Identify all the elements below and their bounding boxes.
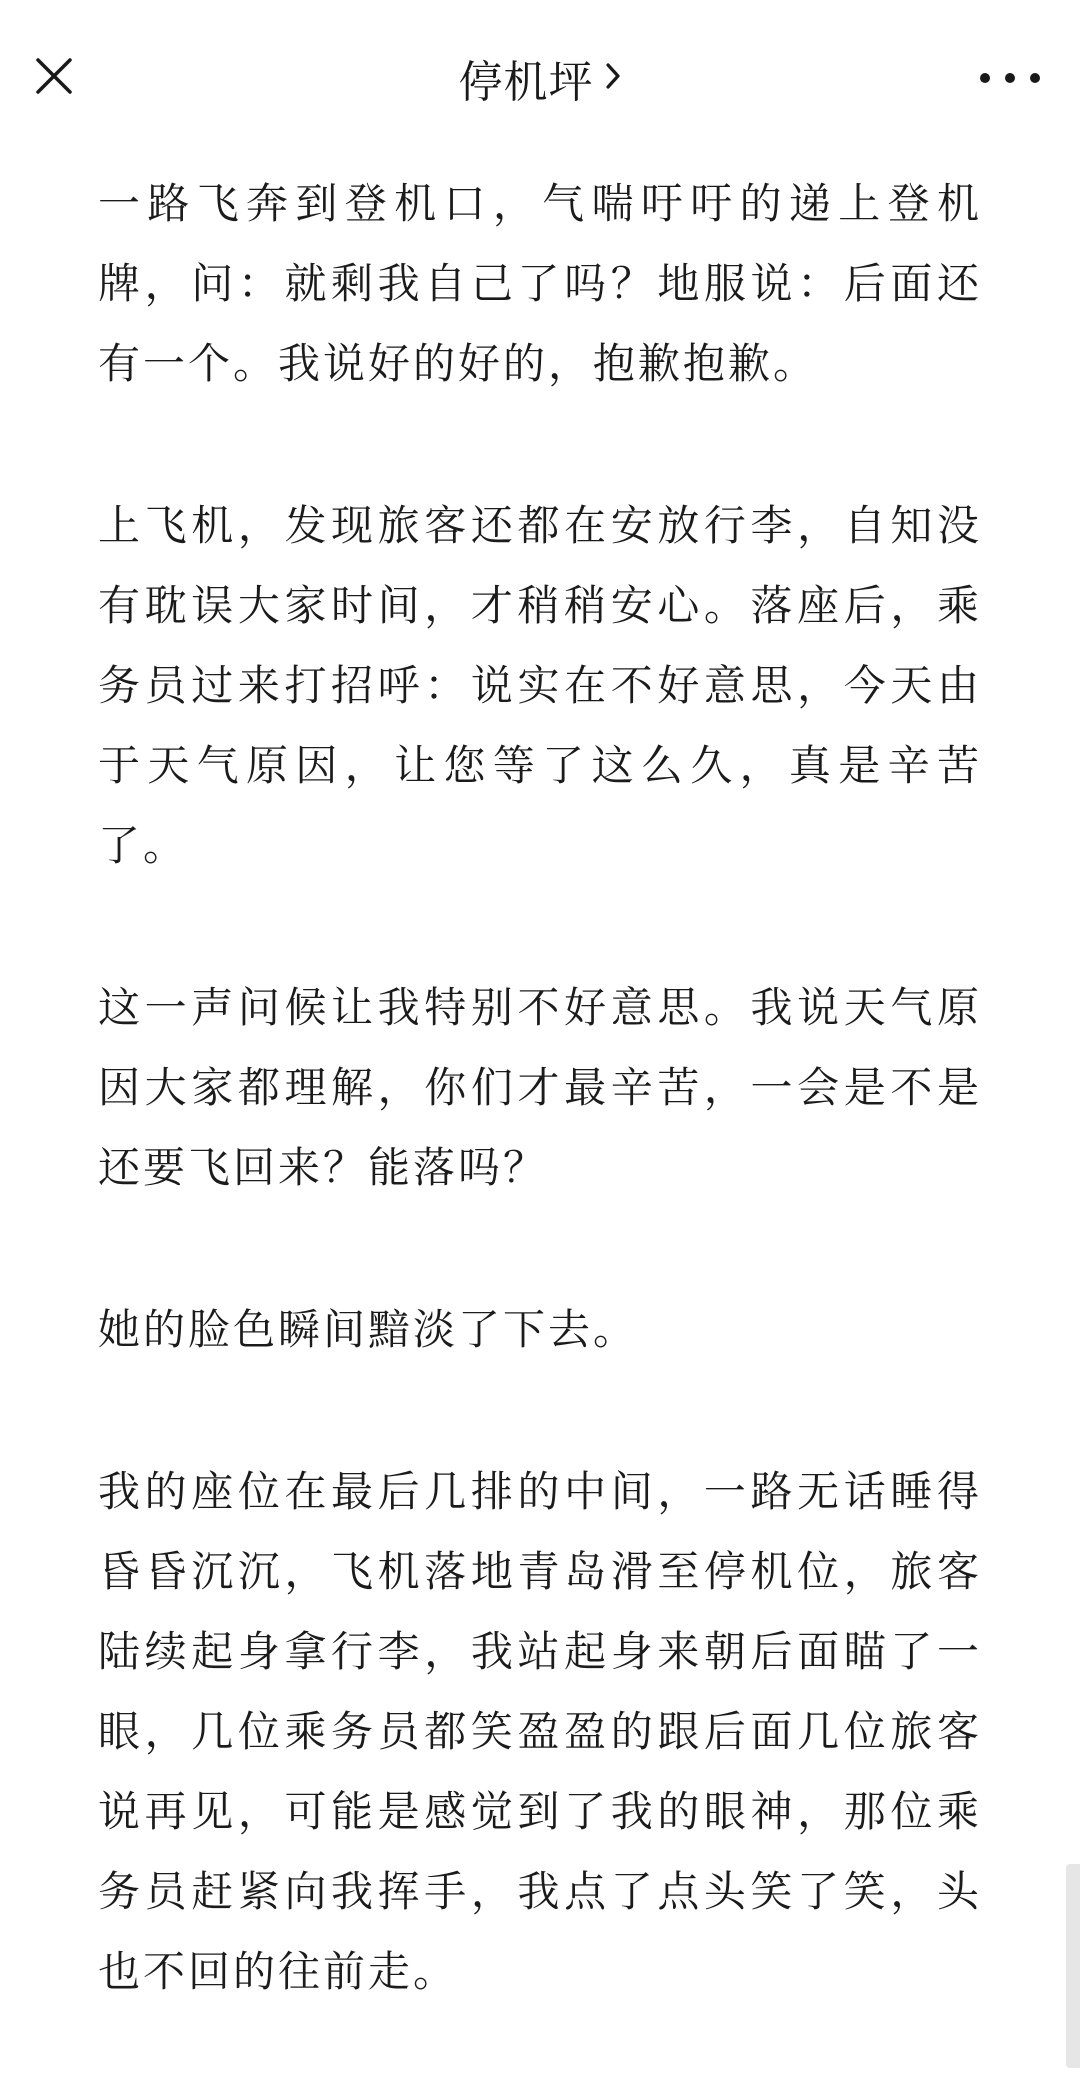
article-paragraph: 一路飞奔到登机口，气喘吁吁的递上登机牌，问：就剩我自己了吗？地服说：后面还有一个。我说好的好的，抱歉抱歉。 [98, 179, 982, 388]
article-paragraph: 这一声问候让我特别不好意思。我说天气原因大家都理解，你们才最辛苦，一会是不是还要飞回来？能落吗？ [98, 983, 982, 1192]
article-paragraph: 她的脸色瞬间黯淡了下去。 [98, 1305, 639, 1354]
article-body [98, 164, 982, 2094]
more-horizontal-icon [1005, 73, 1015, 83]
more-horizontal-icon [1030, 73, 1040, 83]
more-button[interactable] [980, 58, 1040, 98]
more-horizontal-icon [980, 73, 990, 83]
chevron-right-icon [604, 61, 622, 95]
top-bar [0, 0, 1080, 152]
article-paragraph: 我的座位在最后几排的中间，一路无话睡得昏昏沉沉，飞机落地青岛滑至停机位，旅客陆续起身拿行李，我站起身来朝后面瞄了一眼，几位乘务员都笑盈盈的跟后面几位旅客说再见，可能是感觉到了我的眼神，那位乘务员赶紧向我挥手，我点了点头笑了笑，头也不回的往前走。 [98, 1467, 982, 1996]
article-paragraph: 上飞机，发现旅客还都在安放行李，自知没有耽误大家时间，才稍稍安心。落座后，乘务员过来打招呼：说实在不好意思，今天由于天气原因，让您等了这么久，真是辛苦了。 [98, 501, 982, 870]
page-title-link[interactable] [0, 48, 1080, 108]
page-title: 停机坪 [458, 57, 594, 108]
scrollbar[interactable] [1066, 1864, 1080, 2068]
